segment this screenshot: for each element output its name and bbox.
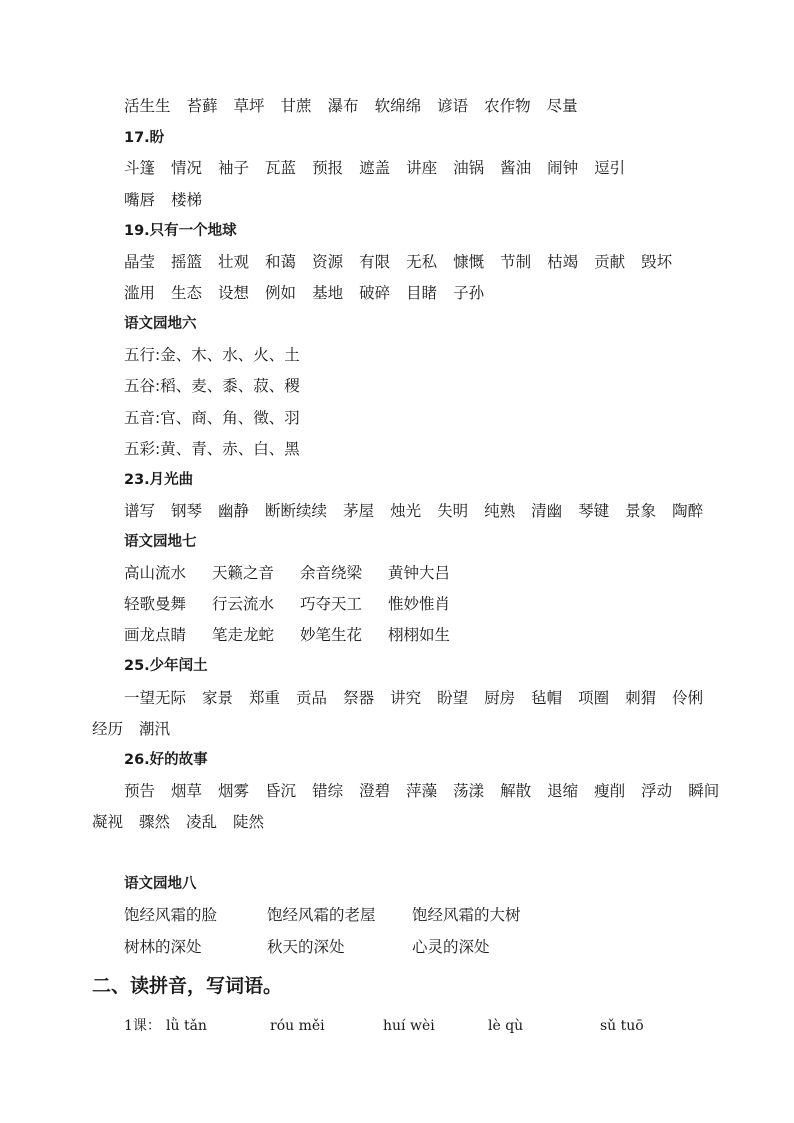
- word: 嘴唇: [124, 191, 156, 209]
- word: 遮盖: [359, 159, 391, 177]
- word: 慷慨: [453, 253, 485, 271]
- lesson16-word-row: [124, 92, 594, 120]
- word: 有限: [359, 253, 391, 271]
- word: 软绵绵: [374, 97, 422, 115]
- lesson25-word-row: [92, 715, 186, 743]
- word: 草坪: [233, 97, 265, 115]
- word: 祭器: [343, 689, 375, 707]
- phrase: 饱经风霜的大树: [412, 906, 521, 924]
- pinyin-item: huí wèi: [383, 1018, 435, 1034]
- word: 项圈: [578, 689, 610, 707]
- word: 凌乱: [186, 813, 218, 831]
- word: 昏沉: [265, 782, 297, 800]
- word: 设想: [218, 284, 250, 302]
- phrase: 饱经风霜的老屋: [267, 906, 376, 924]
- word: 凝视: [92, 813, 124, 831]
- word: 浮动: [641, 782, 673, 800]
- word: 谱写: [124, 502, 156, 520]
- word: 枯竭: [547, 253, 579, 271]
- word: 琴键: [578, 502, 610, 520]
- word: 毁坏: [641, 253, 673, 271]
- phrase: 树林的深处: [124, 938, 202, 956]
- word: 幽静: [218, 502, 250, 520]
- lesson26-heading: 26.好的故事: [124, 752, 208, 768]
- word: 农作物: [484, 97, 531, 115]
- lesson25-heading: 25.少年闰土: [124, 658, 208, 674]
- word: 甘蔗: [280, 97, 312, 115]
- word: 澄碧: [359, 782, 391, 800]
- word: 基地: [312, 284, 344, 302]
- word: 情况: [171, 159, 203, 177]
- word: 贡品: [296, 689, 328, 707]
- word: 经历: [92, 720, 124, 738]
- word: 伶俐: [672, 689, 704, 707]
- word: 骤然: [139, 813, 171, 831]
- word: 晶莹: [124, 253, 156, 271]
- idiom: 画龙点睛: [124, 626, 187, 644]
- word: 讲究: [390, 689, 422, 707]
- word: 苔藓: [186, 97, 218, 115]
- phrase: 心灵的深处: [412, 938, 490, 956]
- word: 生态: [171, 284, 203, 302]
- lesson17-word-row: [124, 154, 641, 182]
- word: 钢琴: [171, 502, 203, 520]
- word: 贡献: [594, 253, 626, 271]
- word: 盼望: [437, 689, 469, 707]
- word: 例如: [265, 284, 297, 302]
- word: 毡帽: [531, 689, 563, 707]
- word: 解散: [500, 782, 532, 800]
- word: 讲座: [406, 159, 438, 177]
- word: 烟雾: [218, 782, 250, 800]
- garden6-heading: 语文园地六: [124, 315, 197, 332]
- idiom: 黄钟大吕: [388, 564, 451, 582]
- word: 滥用: [124, 284, 156, 302]
- lesson23-heading: 23.月光曲: [124, 472, 194, 488]
- lesson19-heading: 19.只有一个地球: [124, 223, 237, 239]
- idiom: 高山流水: [124, 564, 187, 582]
- word: 纯熟: [484, 502, 516, 520]
- garden6-line: 五行:金、木、水、火、土: [124, 346, 300, 364]
- idiom: 天籁之音: [212, 564, 275, 582]
- garden6-line: 五谷:稻、麦、黍、菽、稷: [124, 377, 300, 395]
- word: 目睹: [406, 284, 438, 302]
- word: 袖子: [218, 159, 250, 177]
- garden6-line: 五音:官、商、角、徵、羽: [124, 409, 300, 427]
- word: 景象: [625, 502, 657, 520]
- word: 陶醉: [672, 502, 704, 520]
- lesson26-word-row: [92, 808, 280, 836]
- word: 潮汛: [139, 720, 171, 738]
- word: 楼梯: [171, 191, 203, 209]
- word: 清幽: [531, 502, 563, 520]
- word: 瘦削: [594, 782, 626, 800]
- pinyin-item: lè qù: [488, 1018, 524, 1034]
- word: 无私: [406, 253, 438, 271]
- word: 瓦蓝: [265, 159, 297, 177]
- word: 断断续续: [265, 502, 328, 520]
- garden8-heading: 语文园地八: [124, 875, 197, 892]
- idiom: 轻歌曼舞: [124, 595, 187, 613]
- word: 烟草: [171, 782, 203, 800]
- word: 失明: [437, 502, 469, 520]
- word: 瞬间: [688, 782, 720, 800]
- word: 尽量: [546, 97, 578, 115]
- idiom: 余音绕梁: [300, 564, 363, 582]
- word: 资源: [312, 253, 344, 271]
- idiom: 巧夺天工: [300, 595, 363, 613]
- word: 子孙: [453, 284, 485, 302]
- lesson19-word-row: [124, 279, 500, 307]
- idiom: 笔走龙蛇: [212, 626, 275, 644]
- lesson19-word-row: [124, 248, 688, 276]
- phrase: 饱经风霜的脸: [124, 906, 218, 924]
- word: 摇篮: [171, 253, 203, 271]
- pinyin-item: lǜ tǎn: [166, 1018, 207, 1034]
- word: 家景: [202, 689, 234, 707]
- pinyin-item: sǔ tuō: [600, 1018, 644, 1034]
- idiom: 惟妙惟肖: [388, 595, 451, 613]
- word: 破碎: [359, 284, 391, 302]
- word: 退缩: [547, 782, 579, 800]
- idiom: 行云流水: [212, 595, 275, 613]
- word: 瀑布: [327, 97, 359, 115]
- idiom: 妙笔生花: [300, 626, 363, 644]
- lesson17-word-row: [124, 186, 218, 214]
- garden6-line: 五彩:黄、青、赤、白、黑: [124, 440, 300, 458]
- word: 预告: [124, 782, 156, 800]
- word: 郑重: [249, 689, 281, 707]
- word: 厨房: [484, 689, 516, 707]
- pinyin-prefix: 1课：: [124, 1018, 161, 1034]
- word: 谚语: [437, 97, 469, 115]
- word: 和蔼: [265, 253, 297, 271]
- word: 茅屋: [343, 502, 375, 520]
- word: 闹钟: [547, 159, 579, 177]
- word: 错综: [312, 782, 344, 800]
- pinyin-item: róu měi: [270, 1018, 325, 1034]
- lesson25-word-row: [124, 684, 719, 712]
- phrase: 秋天的深处: [267, 938, 345, 956]
- lesson26-word-row: [124, 777, 735, 805]
- word: 萍藻: [406, 782, 438, 800]
- word: 陡然: [233, 813, 265, 831]
- idiom: 栩栩如生: [388, 626, 451, 644]
- word: 斗篷: [124, 159, 156, 177]
- lesson17-heading: 17.盼: [124, 130, 165, 146]
- section2-title: 二、读拼音，写词语。: [92, 975, 283, 997]
- garden7-heading: 语文园地七: [124, 533, 197, 550]
- word: 节制: [500, 253, 532, 271]
- word: 刺猬: [625, 689, 657, 707]
- word: 一望无际: [124, 689, 187, 707]
- word: 荡漾: [453, 782, 485, 800]
- lesson23-word-row: [124, 497, 719, 525]
- word: 逗引: [594, 159, 626, 177]
- word: 酱油: [500, 159, 532, 177]
- word: 烛光: [390, 502, 422, 520]
- word: 活生生: [124, 97, 171, 115]
- word: 油锅: [453, 159, 485, 177]
- word: 预报: [312, 159, 344, 177]
- word: 壮观: [218, 253, 250, 271]
